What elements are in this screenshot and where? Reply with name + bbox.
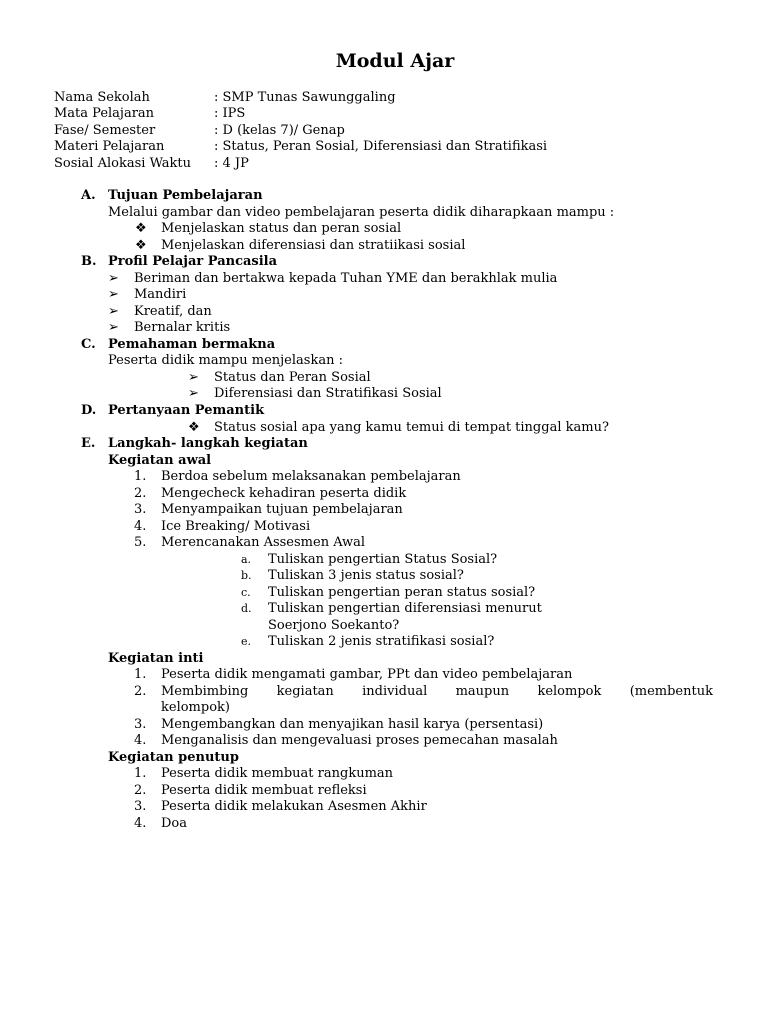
sub-list-letter: d. bbox=[241, 602, 252, 615]
section-b-marker: B. bbox=[81, 254, 97, 269]
word: kegiatan bbox=[276, 684, 334, 699]
section-a-item: Menjelaskan status dan peran sosial bbox=[161, 221, 402, 236]
sub-list-item: Tuliskan pengertian peran status sosial? bbox=[268, 585, 536, 600]
section-d-marker: D. bbox=[81, 403, 97, 418]
sub-list-item: Tuliskan 2 jenis stratifikasi sosial? bbox=[268, 634, 495, 649]
list-item: Peserta didik membuat rangkuman bbox=[161, 766, 394, 781]
list-number: 3. bbox=[134, 502, 147, 517]
list-number: 4. bbox=[134, 733, 147, 748]
list-item: Peserta didik membuat refleksi bbox=[161, 783, 367, 798]
arrow-bullet-icon: ➢ bbox=[108, 320, 119, 335]
sub-list-letter: b. bbox=[241, 569, 252, 582]
info-value-school: : SMP Tunas Sawunggaling bbox=[214, 90, 396, 105]
section-d-heading: Pertanyaan Pemantik bbox=[108, 403, 265, 418]
arrow-bullet-icon: ➢ bbox=[108, 271, 119, 286]
sub-list-letter: e. bbox=[241, 635, 252, 648]
info-label-subject: Mata Pelajaran bbox=[54, 106, 155, 121]
word: maupun bbox=[455, 684, 510, 699]
section-b-item: Bernalar kritis bbox=[134, 320, 231, 335]
section-a-marker: A. bbox=[81, 188, 96, 203]
kegiatan-awal-heading: Kegiatan awal bbox=[108, 453, 212, 468]
list-item: Menganalisis dan mengevaluasi proses pemecahan masalah bbox=[161, 733, 558, 748]
info-label-phase: Fase/ Semester bbox=[54, 123, 156, 138]
list-item: Berdoa sebelum melaksanakan pembelajaran bbox=[161, 469, 461, 484]
sub-list-item: Tuliskan pengertian diferensiasi menurut bbox=[268, 601, 542, 616]
sub-list-letter: c. bbox=[241, 586, 251, 599]
list-number: 5. bbox=[134, 535, 147, 550]
list-item: Peserta didik mengamati gambar, PPt dan video pembelajaran bbox=[161, 667, 573, 682]
list-item: Ice Breaking/ Motivasi bbox=[161, 519, 311, 534]
section-b-item: Kreatif, dan bbox=[134, 304, 212, 319]
section-e-marker: E. bbox=[81, 436, 96, 451]
list-number: 2. bbox=[134, 684, 147, 699]
section-b-item: Beriman dan bertakwa kepada Tuhan YME dan berakhlak mulia bbox=[134, 271, 558, 286]
diamond-bullet-icon: ❖ bbox=[188, 420, 200, 435]
word: individual bbox=[362, 684, 428, 699]
arrow-bullet-icon: ➢ bbox=[188, 386, 199, 401]
info-label-school: Nama Sekolah bbox=[54, 90, 150, 105]
kegiatan-penutup-heading: Kegiatan penutup bbox=[108, 750, 239, 765]
info-value-subject: : IPS bbox=[214, 106, 246, 121]
section-b-item: Mandiri bbox=[134, 287, 187, 302]
list-number: 2. bbox=[134, 486, 147, 501]
info-value-time: : 4 JP bbox=[214, 156, 249, 171]
list-item: Peserta didik melakukan Asesmen Akhir bbox=[161, 799, 427, 814]
list-item-continued: kelompok) bbox=[161, 700, 230, 715]
page-title: Modul Ajar bbox=[335, 50, 455, 72]
word: (membentuk bbox=[629, 684, 713, 699]
section-c-intro: Peserta didik mampu menjelaskan : bbox=[108, 353, 343, 368]
arrow-bullet-icon: ➢ bbox=[108, 287, 119, 302]
section-a-intro: Melalui gambar dan video pembelajaran peserta didik diharapkaan mampu : bbox=[108, 205, 615, 220]
list-number: 1. bbox=[134, 766, 147, 781]
list-number: 4. bbox=[134, 519, 147, 534]
section-e-heading: Langkah- langkah kegiatan bbox=[108, 436, 308, 451]
section-c-marker: C. bbox=[81, 337, 96, 352]
list-item: Menyampaikan tujuan pembelajaran bbox=[161, 502, 403, 517]
section-c-heading: Pemahaman bermakna bbox=[108, 337, 276, 352]
sub-list-letter: a. bbox=[241, 553, 252, 566]
kegiatan-inti-heading: Kegiatan inti bbox=[108, 651, 204, 666]
list-item-justified bbox=[161, 684, 713, 700]
sub-list-item: Tuliskan 3 jenis status sosial? bbox=[268, 568, 464, 583]
list-item: Doa bbox=[161, 816, 187, 831]
sub-list-item-continued: Soerjono Soekanto? bbox=[268, 618, 400, 633]
word: kelompok bbox=[537, 684, 602, 699]
section-b-heading: Profil Pelajar Pancasila bbox=[108, 254, 278, 269]
list-number: 1. bbox=[134, 667, 147, 682]
diamond-bullet-icon: ❖ bbox=[135, 221, 147, 236]
list-item: Mengembangkan dan menyajikan hasil karya (persentasi) bbox=[161, 717, 544, 732]
info-value-phase: : D (kelas 7)/ Genap bbox=[214, 123, 345, 138]
list-number: 1. bbox=[134, 469, 147, 484]
info-label-time: Sosial Alokasi Waktu bbox=[54, 156, 192, 171]
list-number: 2. bbox=[134, 783, 147, 798]
section-a-heading: Tujuan Pembelajaran bbox=[108, 188, 263, 203]
sub-list-item: Tuliskan pengertian Status Sosial? bbox=[268, 552, 498, 567]
info-value-material: : Status, Peran Sosial, Diferensiasi dan Stratifikasi bbox=[214, 139, 548, 154]
info-label-material: Materi Pelajaran bbox=[54, 139, 165, 154]
section-a-item: Menjelaskan diferensiasi dan stratiikasi sosial bbox=[161, 238, 466, 253]
section-d-item: Status sosial apa yang kamu temui di tempat tinggal kamu? bbox=[214, 420, 609, 435]
diamond-bullet-icon: ❖ bbox=[135, 238, 147, 253]
arrow-bullet-icon: ➢ bbox=[188, 370, 199, 385]
section-c-item: Status dan Peran Sosial bbox=[214, 370, 371, 385]
list-item: Mengecheck kehadiran peserta didik bbox=[161, 486, 407, 501]
arrow-bullet-icon: ➢ bbox=[108, 304, 119, 319]
list-number: 4. bbox=[134, 816, 147, 831]
list-item: Merencanakan Assesmen Awal bbox=[161, 535, 366, 550]
section-c-item: Diferensiasi dan Stratifikasi Sosial bbox=[214, 386, 442, 401]
list-number: 3. bbox=[134, 799, 147, 814]
word: Membimbing bbox=[161, 684, 249, 699]
list-number: 3. bbox=[134, 717, 147, 732]
